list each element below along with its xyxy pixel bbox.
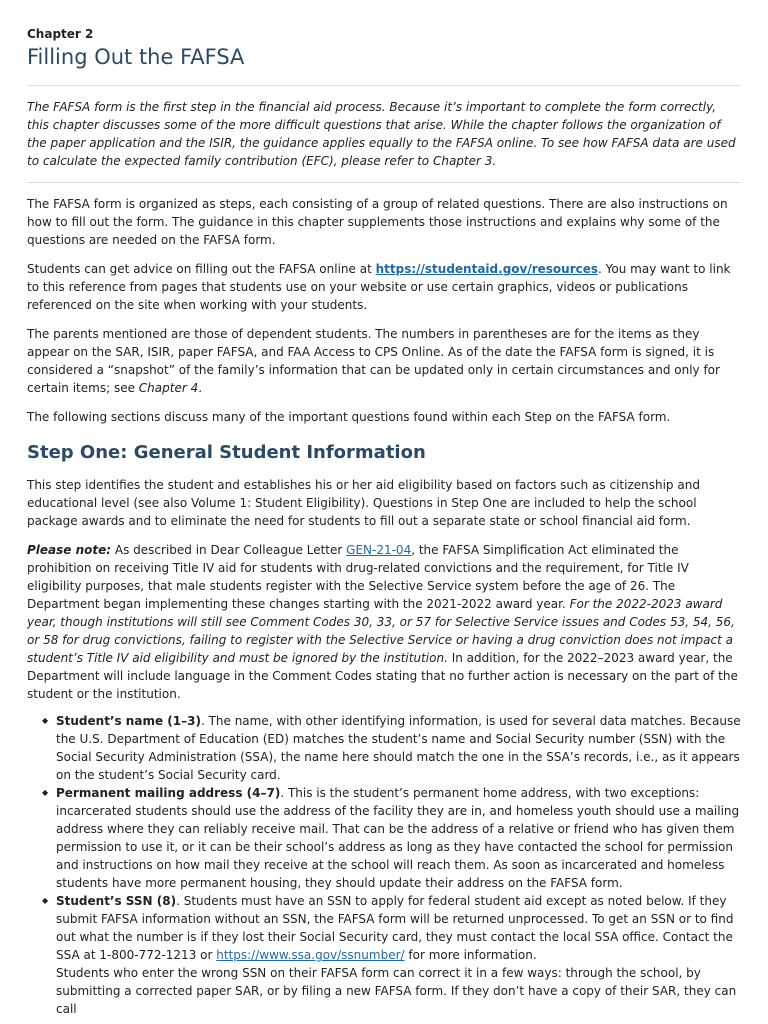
paragraph-advice-tail: . You may want to link to this reference from pages that students use on your website or use certain graphics, videos or publications referenced on the site when working with your students. <box>27 262 731 312</box>
student-ssn-followup: Students who enter the wrong SSN on their FAFSA form can correct it in a few ways: through the school, by submitting a corrected paper SAR, or by filing a new FAFSA form. If they don’t have a copy of their SAR, they can call <box>56 966 737 1016</box>
step-one-intro: This step identifies the student and establishes his or her aid eligibility based on factors such as citizenship and educational level (see also Volume 1: Student Eligibility). Questions in Step One are included to help the school package awards and to eliminate the need for students to fill out a separate state or school financial aid form. <box>27 478 700 528</box>
student-name-text: . The name, with other identifying information, is used for several data matches. Because the U.S. Department of Education (ED) matches the student’s name and Social Security number (SSN) with the Social Security Administration (SSA), the name here should match the one in the SSA’s records, i.e., as it appears on the student’s Social Security card. <box>56 714 741 782</box>
chapter-label: Chapter 2 <box>27 27 94 41</box>
student-ssn-label: Student’s SSN (8) <box>56 894 177 908</box>
page-title: Filling Out the FAFSA <box>27 45 245 69</box>
paragraph-following-sections: The following sections discuss many of the important questions found within each Step on the FAFSA form. <box>27 410 671 424</box>
list-item-mailing-address <box>27 784 741 892</box>
paragraph-advice <box>27 260 741 314</box>
student-ssn-text-tail: for more information. <box>404 948 537 962</box>
step-one-heading: Step One: General Student Information <box>27 442 426 463</box>
small-diamond-bullet-icon: ◆ <box>42 716 49 725</box>
paragraph-parents-lead: The parents mentioned are those of dependent students. The numbers in parentheses are for the items as they appear on the SAR, ISIR, paper FAFSA, and FAA Access to CPS Online. As of the date the FAFSA form is signed, it is considered a “snapshot” of the family’s information that can be updated only in certain circumstances and only for certain items; see <box>27 327 720 395</box>
title-divider <box>27 85 741 86</box>
mailing-address-label: Permanent mailing address (4–7) <box>56 786 281 800</box>
list-item-student-ssn <box>27 892 741 1018</box>
paragraph-advice-lead: Students can get advice on filling out the FAFSA online at <box>27 262 376 276</box>
ssa-ssnumber-link[interactable]: https://www.ssa.gov/ssnumber/ <box>216 948 405 962</box>
gen-21-04-link[interactable]: GEN-21-04 <box>346 543 412 557</box>
paragraph-parents-tail: . <box>198 381 203 395</box>
mailing-address-text: . This is the student’s permanent home address, with two exceptions: incarcerated students should use the address of the facility they are in, and homeless youth should use a mailing address where they can reliably receive mail. That can be the address of a relative or friend who has given them permission to use it, or it can be their school’s address as long as they have contacted the school for permission and instructions on how mail they receive at the school will reach them. As soon as incarcerated and homeless students have more permanent housing, they should update their address on the FAFSA form. <box>56 786 740 890</box>
list-item-student-name <box>27 712 741 784</box>
step-one-item-list <box>27 712 741 1018</box>
studentaid-resources-link[interactable]: https://studentaid.gov/resources <box>375 262 599 276</box>
student-name-label: Student’s name (1–3) <box>56 714 201 728</box>
please-note-tail: In addition, for the 2022–2023 award year, the Department will include language in the Comment Codes stating that no further action is necessary on the part of the student or the institution. <box>27 651 738 701</box>
please-note-label: Please note: <box>27 543 112 557</box>
please-note-body: , the FAFSA Simplification Act eliminated the prohibition on receiving Title IV aid for students with drug-related convictions and the requirement, for Title IV eligibility purposes, that male students register with the Selective Service system before the age of 26. The Department began implementing these changes starting with the 2021-2022 award year. <box>27 543 689 611</box>
small-diamond-bullet-icon: ◆ <box>42 788 49 797</box>
student-ssn-text: . Students must have an SSN to apply for federal student aid except as noted below. If they submit FAFSA information without an SSN, the FAFSA form will be returned unprocessed. To get an SSN or to find out what the number is if they lost their Social Security card, they must contact the local SSA office. Contact the SSA at 1-800-772-1213 or <box>56 894 734 962</box>
please-note-lead: As described in Dear Colleague Letter <box>111 543 347 557</box>
chapter-4-reference: Chapter 4 <box>138 381 199 395</box>
please-note-paragraph <box>27 541 741 703</box>
intro-divider <box>27 182 741 183</box>
paragraph-parents <box>27 325 741 397</box>
please-note-italic: For the 2022-2023 award year, though institutions will still see Comment Codes 30, 33, or 57 for Selective Service issues and Codes 53, 54, 56, or 58 for drug convictions, failing to register with the Selective Service or having a drug conviction does not impact a student’s Title IV aid eligibility and must be ignored by the institution. <box>27 597 735 665</box>
paragraph-organization: The FAFSA form is organized as steps, each consisting of a group of related questions. There are also instructions on how to fill out the form. The guidance in this chapter supplements those instructions and explains why some of the questions are needed on the FAFSA form. <box>27 197 728 247</box>
chapter-intro: The FAFSA form is the first step in the financial aid process. Because it’s important to complete the form correctly, this chapter discusses some of the more difficult questions that arise. While the chapter follows the organization of the paper application and the ISIR, the guidance applies equally to the FAFSA online. To see how FAFSA data are used to calculate the expected family contribution (EFC), please refer to Chapter 3. <box>27 100 736 168</box>
small-diamond-bullet-icon: ◆ <box>42 896 49 905</box>
